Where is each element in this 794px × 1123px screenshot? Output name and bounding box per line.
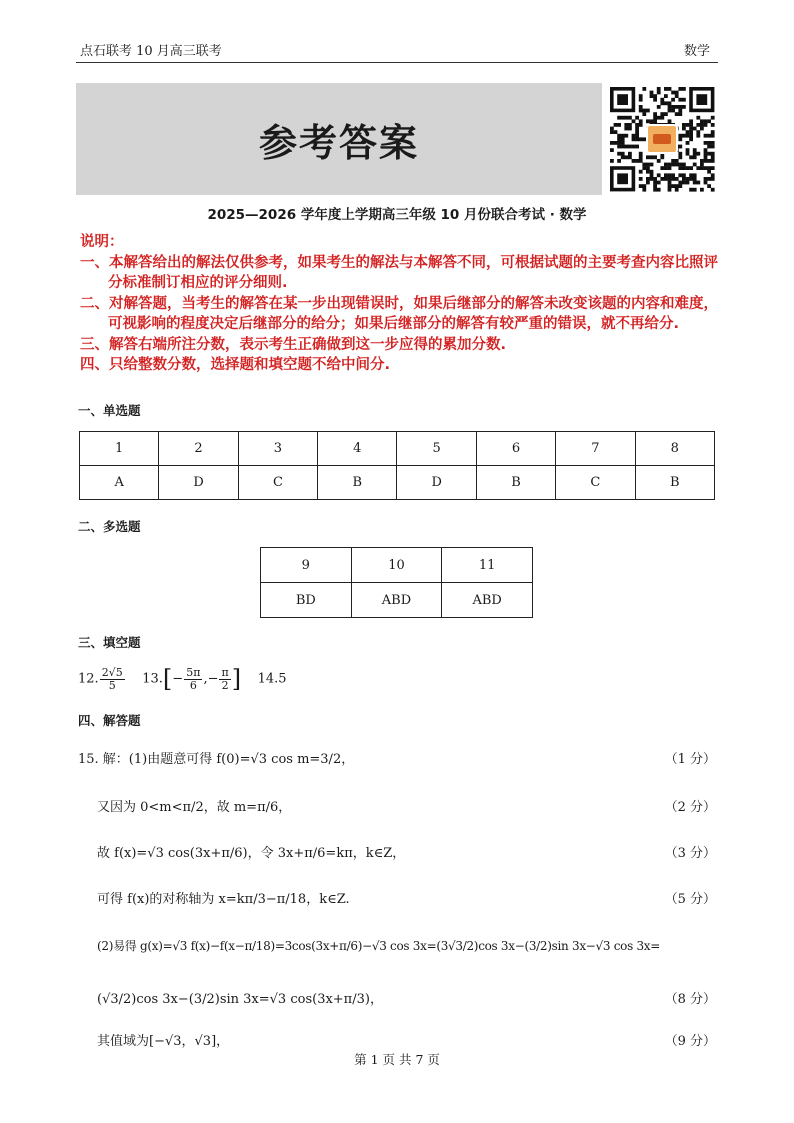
instruction-item: 三、解答右端所注分数，表示考生正确做到这一步应得的累加分数. <box>80 336 507 353</box>
solution-line: (√3/2)cos 3x−(3/2)sin 3x=√3 cos(3x+π/3)， <box>97 992 383 1007</box>
q12-answer: $\frac{2√5}{5}$ <box>101 665 123 692</box>
q12-label: 12. <box>78 671 99 687</box>
table-row <box>80 432 715 466</box>
answer-cell: D <box>397 466 476 500</box>
header-subject: 数学 <box>683 44 710 59</box>
solution-points: （3 分） <box>664 846 716 861</box>
question-number: 10 <box>351 548 442 583</box>
question-number: 2 <box>159 432 238 466</box>
answer-cell: A <box>80 466 159 500</box>
question-number: 6 <box>476 432 555 466</box>
solution-points: （2 分） <box>664 800 716 815</box>
instruction-item: 四、只给整数分数，选择题和填空题不给中间分. <box>80 357 391 373</box>
exam-title: 2025—2026 学年度上学期高三年级 10 月份联合考试 · 数学 <box>207 207 587 223</box>
question-number: 8 <box>635 432 714 466</box>
section-fill-in-title: 三、填空题 <box>78 635 141 650</box>
fill-in-answers: 12. $\frac{2√5}{5}$ 13.[− $\frac{5\pi}{6}$ ,− $\frac{\pi}{2}$ ] 14.5 <box>78 665 287 693</box>
instruction-item: 一、本解答给出的解法仅供参考，如果考生的解法与本解答不同，可根据试题的主要考查内容比照评分标准制订相应的评分细则. <box>80 254 718 291</box>
section-single-choice-title: 一、单选题 <box>78 403 141 418</box>
header-left: 点石联考 10 月高三联考 <box>80 44 222 59</box>
answer-cell: B <box>476 466 555 500</box>
q14-answer: 5 <box>278 671 287 687</box>
solution-line: 可得 f(x)的对称轴为 x=kπ/3−π/18，k∈Z. <box>97 892 350 907</box>
q13-lower: $\frac{5\pi}{6}$ <box>186 665 201 692</box>
solution-line: 15. 解：(1)由题意可得 f(0)=√3 cos m=3/2， <box>78 752 355 767</box>
qr-code[interactable] <box>606 84 718 194</box>
q13-label: 13. <box>142 671 163 687</box>
question-number: 5 <box>397 432 476 466</box>
question-number: 11 <box>442 548 533 583</box>
question-number: 7 <box>556 432 635 466</box>
table-row <box>261 583 533 618</box>
page-footer: 第 1 页 共 7 页 <box>354 1052 440 1067</box>
section-solution-title: 四、解答题 <box>78 713 141 728</box>
multi-choice-answer-table <box>260 547 533 618</box>
q13-upper: $\frac{\pi}{2}$ <box>221 665 229 692</box>
question-number: 1 <box>80 432 159 466</box>
answer-cell: ABD <box>442 583 533 618</box>
banner-title: 参考答案 <box>258 119 419 165</box>
instructions-heading: 说明： <box>80 234 124 250</box>
answer-cell: D <box>159 466 238 500</box>
answer-cell: C <box>238 466 317 500</box>
answer-cell: ABD <box>351 583 442 618</box>
answer-cell: BD <box>261 583 352 618</box>
title-banner <box>76 83 602 195</box>
solution-line: 又因为 0<m<π/2，故 m=π/6， <box>97 800 292 815</box>
single-choice-answer-table <box>79 431 715 500</box>
solution-points: （8 分） <box>664 992 716 1007</box>
solution-line: 故 f(x)=√3 cos(3x+π/6)，令 3x+π/6=kπ，k∈Z， <box>97 846 406 861</box>
solution-points: （9 分） <box>664 1034 716 1049</box>
dianshi-logo-icon <box>646 124 678 154</box>
solution-line: 其值域为[−√3，√3]， <box>97 1034 230 1049</box>
table-row <box>261 548 533 583</box>
question-number: 9 <box>261 548 352 583</box>
table-row <box>80 466 715 500</box>
solution-points: （5 分） <box>664 892 716 907</box>
q14-label: 14. <box>257 671 279 687</box>
answer-cell: B <box>635 466 714 500</box>
header-divider <box>76 62 718 63</box>
question-number: 4 <box>318 432 397 466</box>
instruction-item: 二、对解答题，当考生的解答在某一步出现错误时，如果后继部分的解答未改变该题的内容和难度，可视影响的程度决定后继部分的给分；如果后继部分的解答有较严重的错误，就不再给分. <box>80 295 718 332</box>
section-multi-choice-title: 二、多选题 <box>78 519 141 534</box>
answer-cell: C <box>556 466 635 500</box>
answer-cell: B <box>318 466 397 500</box>
solution-points: （1 分） <box>664 752 716 767</box>
solution-line: (2)易得 g(x)=√3 f(x)−f(x−π/18)=3cos(3x+π/6)−√3 cos 3x=(3√3/2)cos 3x−(3/2)sin 3x−√3 cos 3x= <box>97 939 661 953</box>
question-number: 3 <box>238 432 317 466</box>
instructions <box>80 232 720 376</box>
